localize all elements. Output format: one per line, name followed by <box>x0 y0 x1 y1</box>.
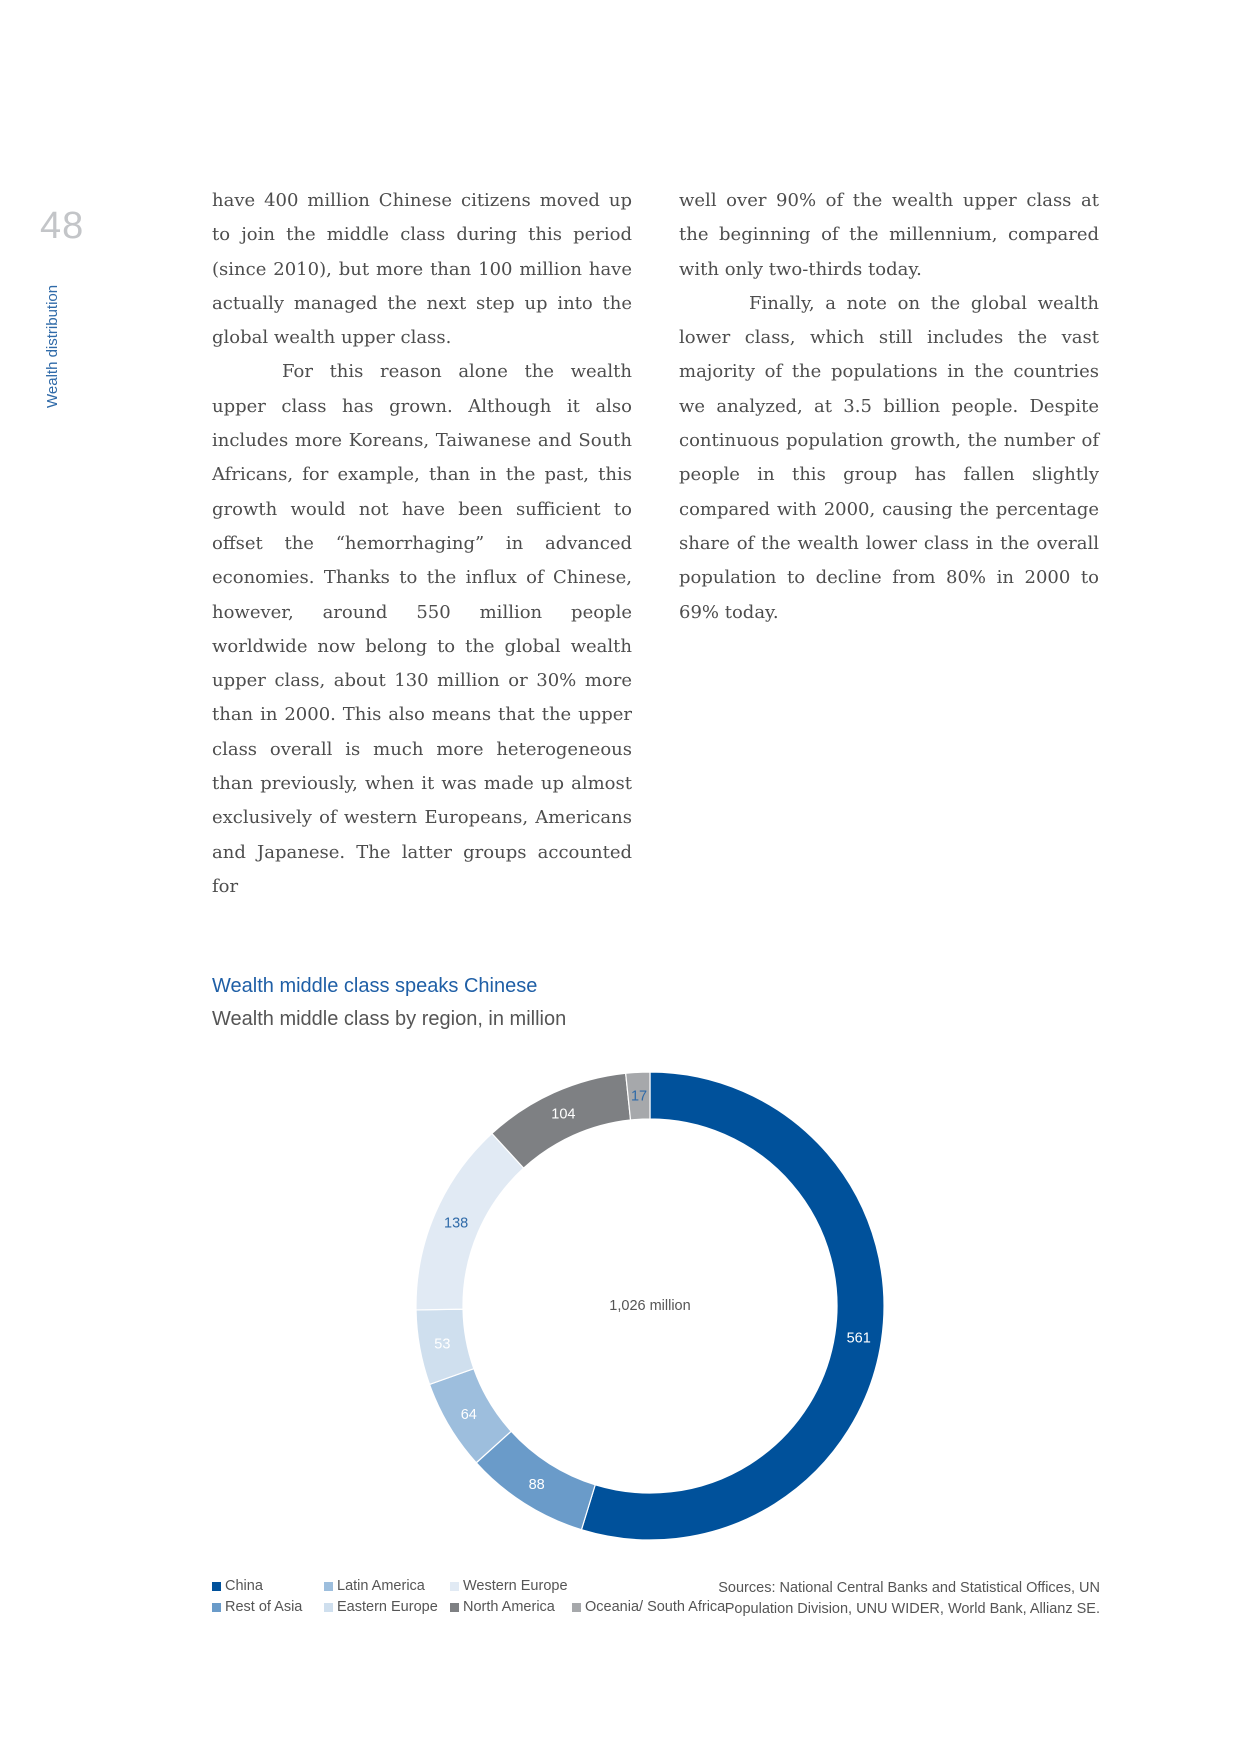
chart-legend <box>212 1578 742 1615</box>
legend-label: Oceania/ South Africa <box>585 1599 726 1615</box>
legend-item <box>212 1599 324 1615</box>
paragraph: For this reason alone the wealth upper class has grown. Although it also includes more Koreans, Taiwanese and South Africans, for example, than in the past, this growth would not have been sufficient to offset the “hemorrhaging” in advanced economies. Thanks to the influx of Chinese, however, around 550 million people worldwide now belong to the global wealth upper class, about 130 million or 30% more than in 2000. This also means that the upper class overall is much more heterogeneous than previously, when it was made up almost exclusively of western Europeans, Americans and Japanese. The latter groups accounted for <box>212 361 632 897</box>
donut-center-label: 1,026 million <box>609 1298 691 1314</box>
paragraph: well over 90% of the wealth upper class at the beginning of the millennium, compared with only two-thirds today. <box>679 190 1099 280</box>
legend-swatch <box>324 1582 333 1591</box>
donut-slice-label: 104 <box>551 1106 576 1123</box>
donut-slice-label: 561 <box>846 1330 871 1347</box>
legend-item <box>324 1599 450 1615</box>
donut-slice-label: 138 <box>444 1215 469 1232</box>
donut-slice-label: 88 <box>528 1476 545 1493</box>
legend-swatch <box>572 1603 581 1612</box>
legend-swatch <box>212 1603 221 1612</box>
donut-slice-label: 64 <box>460 1407 477 1424</box>
paragraph: Finally, a note on the global wealth lower class, which still includes the vast majority of the populations in the countries we analyzed, at 3.5 billion people. Despite continuous population growth, the number of people in this group has fallen slightly compared with 2000, causing the percentage share of the wealth lower class in the overall population to decline from 80% in 2000 to 69% today. <box>679 292 1099 623</box>
donut-slice-label: 53 <box>434 1336 451 1353</box>
legend-item <box>450 1578 572 1594</box>
legend-item <box>324 1578 450 1594</box>
legend-item <box>212 1578 324 1594</box>
section-label: Wealth distribution <box>44 284 61 408</box>
legend-swatch <box>450 1582 459 1591</box>
legend-item <box>450 1599 572 1615</box>
legend-swatch <box>324 1603 333 1612</box>
chart-subtitle: Wealth middle class by region, in million <box>212 1008 567 1030</box>
legend-label: Latin America <box>337 1578 425 1594</box>
chart-title: Wealth middle class speaks Chinese <box>212 975 538 997</box>
legend-label: North America <box>463 1599 555 1615</box>
legend-label: Western Europe <box>463 1578 568 1594</box>
paragraph: have 400 million Chinese citizens moved up to join the middle class during this period (since 2010), but more than 100 million have actually managed the next step up into the global wealth upper class. <box>212 190 632 349</box>
sources-line: Sources: National Central Banks and Statistical Offices, UN <box>718 1580 1100 1596</box>
legend-label: Rest of Asia <box>225 1599 303 1615</box>
chart-sources <box>700 1578 1100 1620</box>
legend-label: China <box>225 1578 263 1594</box>
legend-label: Eastern Europe <box>337 1599 438 1615</box>
sources-line: Population Division, UNU WIDER, World Bank, Allianz SE. <box>724 1601 1100 1617</box>
donut-slice-label: 17 <box>630 1088 648 1105</box>
legend-swatch <box>212 1582 221 1591</box>
legend-swatch <box>450 1603 459 1612</box>
donut-slice-western-europe <box>416 1133 524 1309</box>
page-number: 48 <box>40 205 85 247</box>
